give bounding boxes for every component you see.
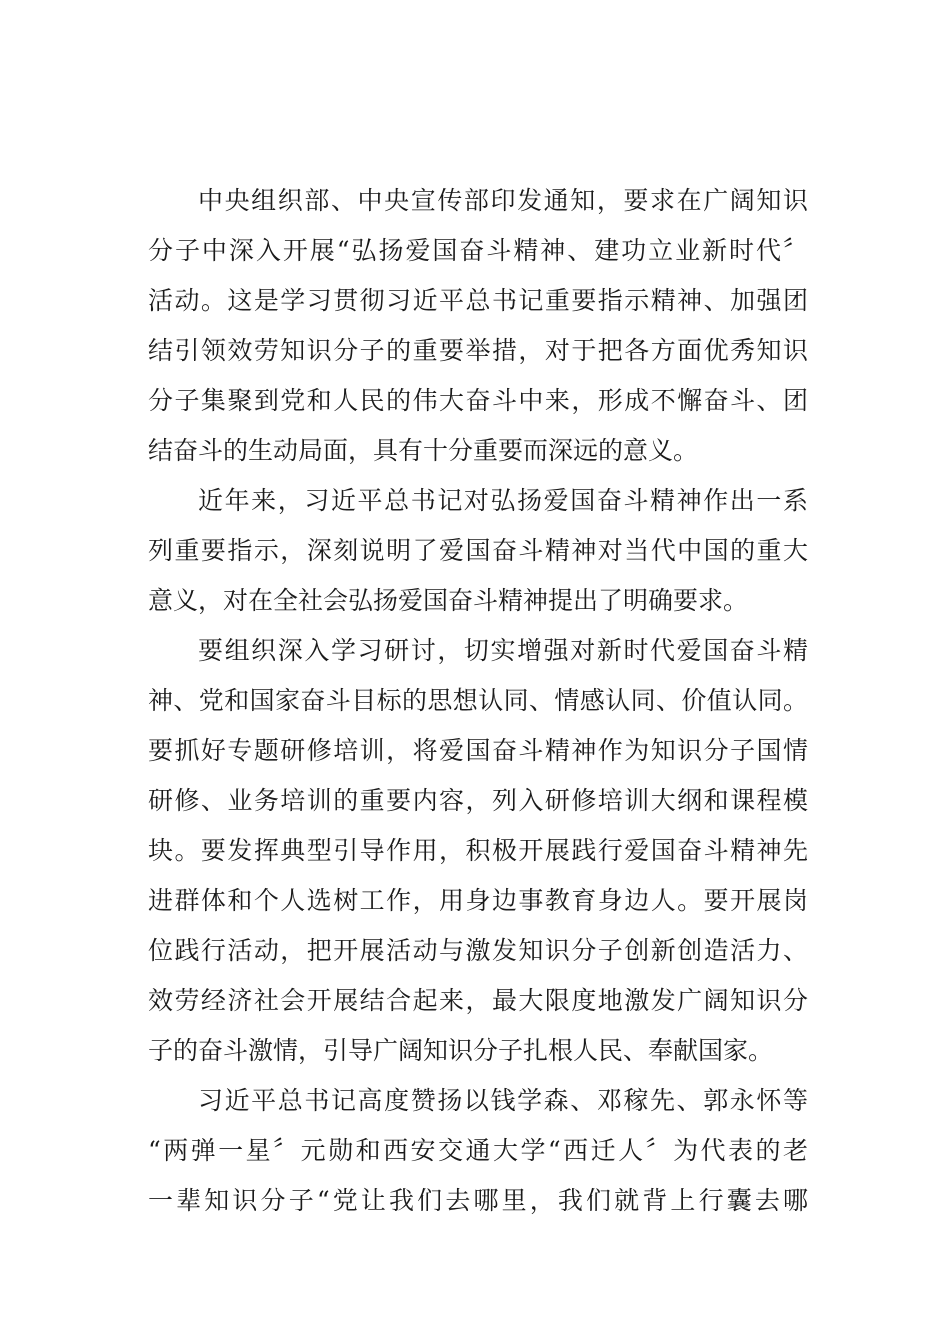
paragraph-3-line-9: 子的奋斗激情，引导广阔知识分子扎根人民、奉献国家。 <box>148 1036 774 1065</box>
paragraph-1-line-5: 分子集聚到党和人民的伟大奋斗中来，形成不懈奋斗、团 <box>148 386 808 415</box>
paragraph-4-line-2: “两弹一星〞元勋和西安交通大学“西迁人〞为代表的老 <box>148 1136 808 1165</box>
paragraph-3-line-7: 位践行活动，把开展活动与激发知识分子创新创造活力、 <box>148 936 808 965</box>
paragraph-3-line-4: 研修、业务培训的重要内容，列入研修培训大纲和课程模 <box>148 786 808 815</box>
paragraph-1-line-3: 活动。这是学习贯彻习近平总书记重要指示精神、加强团 <box>148 286 808 315</box>
document-body <box>148 176 808 1226</box>
paragraph-4-line-3: 一辈知识分子“党让我们去哪里，我们就背上行囊去哪 <box>148 1186 808 1215</box>
paragraph-1-line-1: 中央组织部、中央宣传部印发通知，要求在广阔知识 <box>198 186 808 215</box>
paragraph-1-line-6: 结奋斗的生动局面，具有十分重要而深远的意义。 <box>148 436 699 465</box>
paragraph-3-line-1: 要组织深入学习研讨，切实增强对新时代爱国奋斗精 <box>198 636 808 665</box>
paragraph-2-line-2: 列重要指示，深刻说明了爱国奋斗精神对当代中国的重大 <box>148 536 808 565</box>
paragraph-3-line-5: 块。要发挥典型引导作用，积极开展践行爱国奋斗精神先 <box>148 836 808 865</box>
paragraph-3-line-8: 效劳经济社会开展结合起来，最大限度地激发广阔知识分 <box>148 986 808 1015</box>
paragraph-3-line-6: 进群体和个人选树工作，用身边事教育身边人。要开展岗 <box>148 886 808 915</box>
paragraph-1-line-4: 结引领效劳知识分子的重要举措，对于把各方面优秀知识 <box>148 336 808 365</box>
paragraph-3-line-2: 神、党和国家奋斗目标的思想认同、情感认同、价值认同。 <box>148 686 808 715</box>
paragraph-4-line-1: 习近平总书记高度赞扬以钱学森、邓稼先、郭永怀等 <box>198 1086 808 1115</box>
paragraph-3-line-3: 要抓好专题研修培训，将爱国奋斗精神作为知识分子国情 <box>148 736 808 765</box>
paragraph-2-line-3: 意义，对在全社会弘扬爱国奋斗精神提出了明确要求。 <box>148 586 749 615</box>
paragraph-2-line-1: 近年来，习近平总书记对弘扬爱国奋斗精神作出一系 <box>198 486 808 515</box>
paragraph-1-line-2: 分子中深入开展“弘扬爱国奋斗精神、建功立业新时代〞 <box>148 236 808 265</box>
